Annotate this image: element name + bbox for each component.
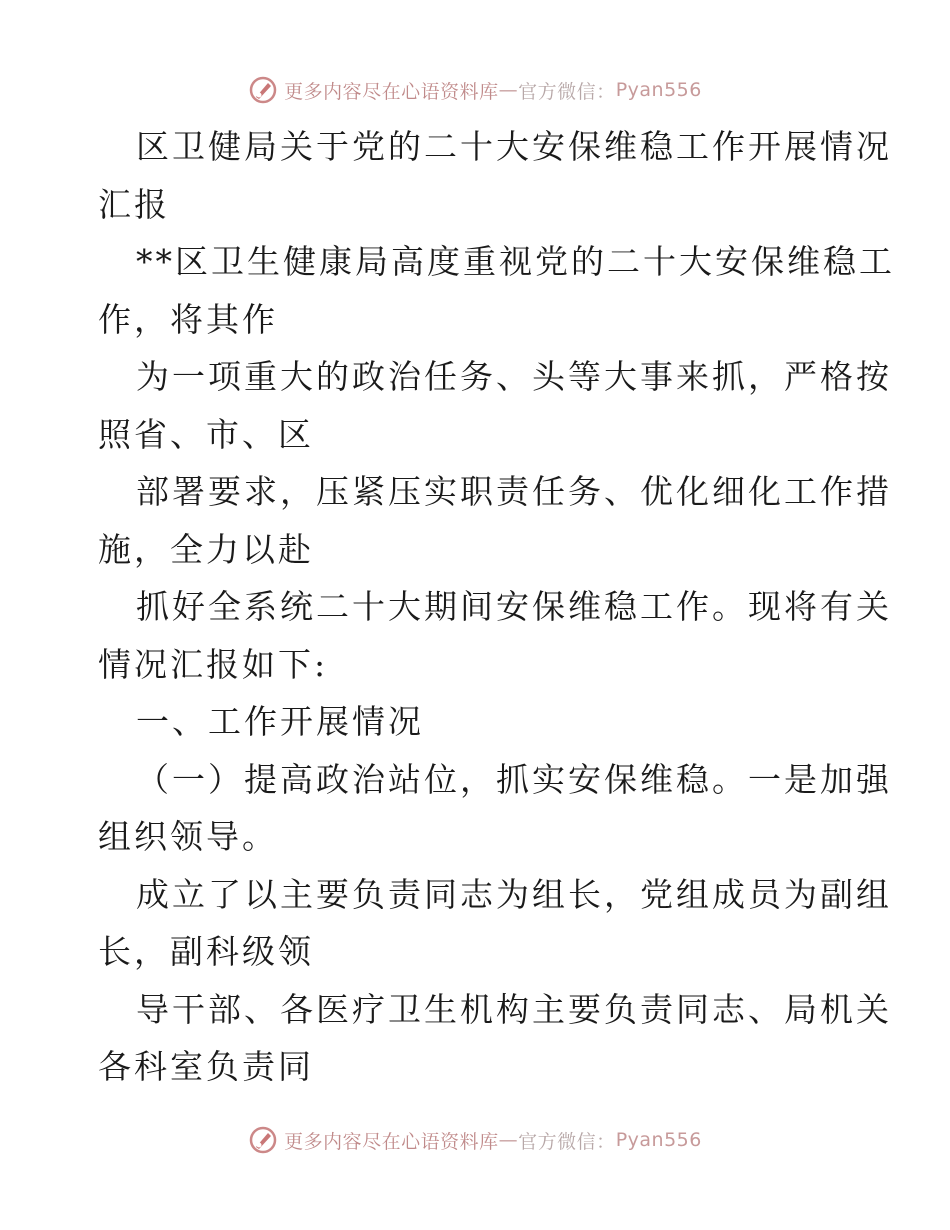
document-line: 长，副科级领: [98, 932, 314, 971]
quill-pen-seal-icon: [248, 75, 278, 105]
banner-brand-text: 更多内容尽在心语资料库: [284, 1130, 499, 1153]
header-watermark-banner: [0, 70, 950, 110]
document-line: 导干部、各医疗卫生机构主要负责同志、局机关: [136, 989, 892, 1029]
document-line: 施，全力以赴: [98, 529, 314, 569]
document-line: 汇报: [98, 184, 170, 224]
document-line: 各科室负责同: [98, 1047, 314, 1086]
document-line: 区卫健局关于党的二十大安保维稳工作开展情况: [136, 127, 892, 166]
banner-wechat-label: 官方微信：: [518, 80, 616, 103]
document-body: [98, 118, 895, 1096]
document-line: 抓好全系统二十大期间安保维稳工作。现将有关: [136, 587, 892, 626]
document-line: 作，将其作: [98, 299, 278, 339]
banner-brand-text: 更多内容尽在心语资料库: [284, 80, 499, 103]
banner-wechat-id: Pyan556: [615, 1129, 702, 1151]
document-line: 组织领导。: [98, 817, 278, 856]
document-line: 情况汇报如下:: [98, 644, 329, 684]
document-line: 为一项重大的政治任务、头等大事来抓，严格按: [136, 357, 892, 396]
document-line: **区卫生健康局高度重视党的二十大安保维稳工: [136, 242, 895, 281]
document-line: 部署要求，压紧压实职责任务、优化细化工作措: [136, 472, 892, 511]
banner-wechat-id: Pyan556: [615, 79, 702, 101]
document-line: （一）提高政治站位，抓实安保维稳。一是加强: [136, 759, 892, 799]
banner-wechat-label: 官方微信：: [518, 1130, 616, 1153]
banner-separator: —: [498, 1129, 519, 1151]
document-line: 成立了以主要负责同志为组长，党组成员为副组: [136, 874, 892, 914]
document-line: 照省、市、区: [98, 414, 314, 454]
document-line: 一、工作开展情况: [136, 702, 424, 741]
footer-watermark-banner: [0, 1120, 950, 1160]
quill-pen-seal-icon: [248, 1125, 278, 1155]
banner-separator: —: [498, 79, 519, 101]
